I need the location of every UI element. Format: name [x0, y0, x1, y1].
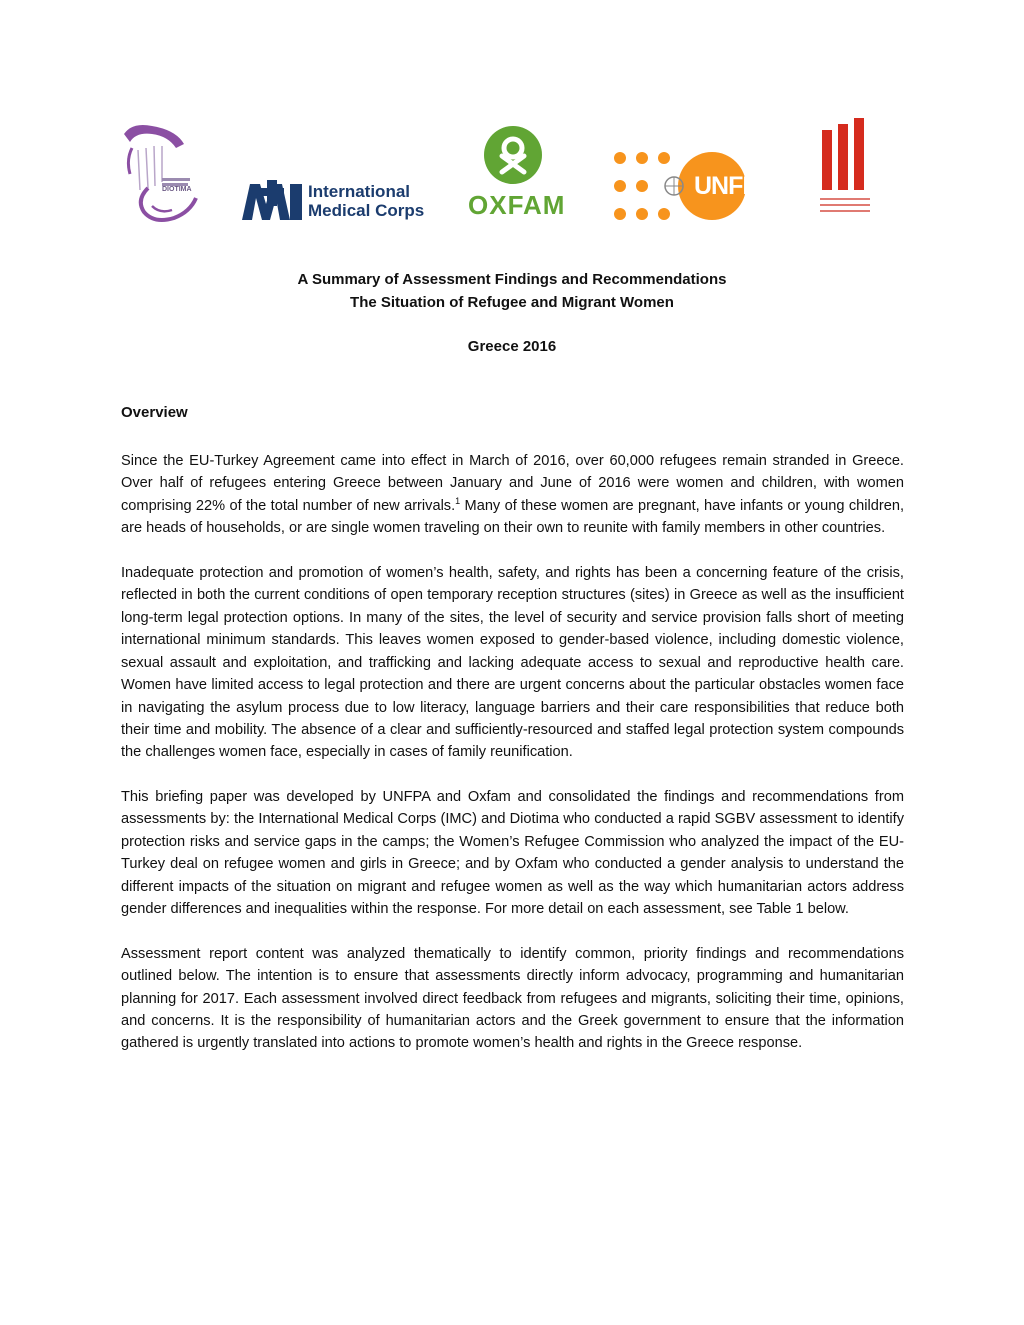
paragraph-1-text-a: Since the EU-Turkey Agreement came into effect in March of 2016, over 60,000 refugees remain stranded in Greece. Over half of refugees entering Greece between January and June of 2016 were women and children, with women comprising 22% of the total number of new arrivals.: [121, 453, 904, 514]
document-title-block: [0, 268, 1024, 358]
paragraph-1-text-b: Many of these women are pregnant, have infants or young children, are heads of households, or are single women traveling on their own to reunite with family members in other countries.: [121, 497, 904, 537]
document-year: Greece 2016: [467, 338, 557, 355]
oxfam-logo: [468, 126, 566, 221]
overview-heading: Overview: [121, 404, 188, 421]
imc-logo-line2: Medical Corps: [308, 201, 425, 220]
paragraph-4: Assessment report content was analyzed thematically to identify common, priority findings and recommendations outlined below. The intention is to ensure that assessments directly inform advocacy, programming and humanitarian planning for 2017. Each assessment involved direct feedback from refugees and migrants, soliciting their time, opinions, and concerns. It is the responsibility of humanitarian actors and the Greek government to ensure that the information gathered is urgently translated into actions to promote women’s health and rights in the Greece response.: [121, 945, 904, 1052]
overview-body: [121, 450, 904, 1077]
diotima-logo-text: DIOTIMA: [162, 186, 192, 193]
wrc-emblem-icon: [818, 118, 874, 224]
unfpa-logo-text: UNFPA: [694, 172, 774, 200]
oxfam-emblem-icon: [484, 126, 542, 184]
partner-logos: [0, 110, 1024, 235]
wrc-logo: [818, 118, 874, 224]
imc-emblem-icon: [240, 180, 304, 222]
unfpa-logo: [612, 150, 772, 226]
diotima-logo: [118, 120, 202, 226]
paragraph-3: This briefing paper was developed by UNFPA and Oxfam and consolidated the findings and recommendations from assessments by: the International Medical Corps (IMC) and Diotima who conducted a rapid SGBV assessment to identify protection risks and service gaps in the camps; the Women’s Refugee Commission who analyzed the impact of the EU-Turkey deal on refugee women and girls in Greece; and by Oxfam who conducted a gender analysis to understand the different impacts of the situation on migrant and refugee women as well as the way which humanitarian actors address gender differences and inequalities within the response. For more detail on each assessment, see Table 1 below.: [121, 788, 904, 918]
document-title: A Summary of Assessment Findings and Recommendations: [297, 271, 727, 288]
oxfam-logo-text: OXFAM: [468, 190, 566, 220]
document-subtitle: The Situation of Refugee and Migrant Women: [350, 294, 674, 311]
imc-logo-line1: International: [308, 182, 411, 201]
paragraph-2: Inadequate protection and promotion of women’s health, safety, and rights has been a concerning feature of the crisis, reflected in both the current conditions of open temporary reception structures (sites) in Greece as well as the insufficient long-term legal protection options. In many of the sites, the level of security and service provision falls short of meeting international minimum standards. This leaves women exposed to gender-based violence, including domestic violence, sexual assault and exploitation, and trafficking and lacking adequate access to sexual and reproductive health care. Women have limited access to legal protection and there are urgent concerns about the particular obstacles women face in navigating the asylum process due to low literacy, language barriers and their care responsibilities that reduce both their time and mobility. The absence of a clear and sufficiently-resourced and staffed legal protection system compounds the challenges women face, especially in cases of family reunification.: [121, 564, 904, 761]
paragraph-1: [121, 450, 904, 540]
footnote-marker: 1: [455, 496, 461, 507]
imc-logo: [240, 180, 425, 222]
